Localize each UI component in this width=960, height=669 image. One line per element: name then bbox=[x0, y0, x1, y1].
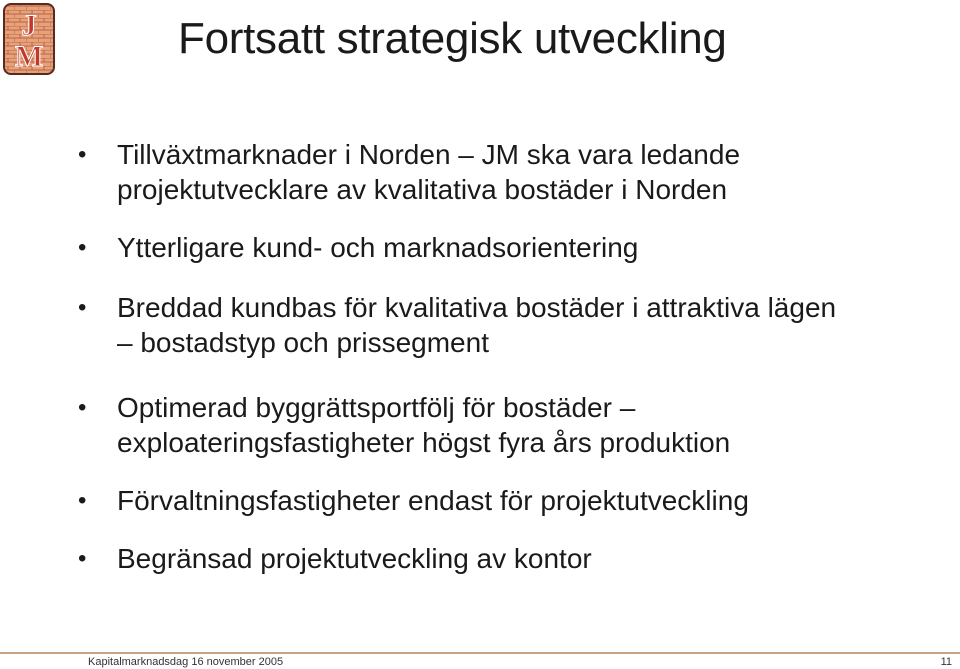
bullet-line: exploateringsfastigheter högst fyra års produktion bbox=[117, 427, 731, 458]
bullet-line: – bostadstyp och prissegment bbox=[117, 327, 489, 358]
bullet-line: projektutvecklare av kvalitativa bostäder i Norden bbox=[117, 174, 728, 205]
bullet-dot-icon: • bbox=[78, 234, 87, 261]
bullet-line: Tillväxtmarknader i Norden – JM ska vara ledande bbox=[117, 139, 741, 170]
jm-brick-logo-icon bbox=[2, 2, 56, 76]
bullet-dot-icon: • bbox=[78, 294, 87, 321]
page-number: 11 bbox=[940, 656, 952, 668]
bullet-dot-icon: • bbox=[78, 141, 87, 168]
bullet-dot-icon: • bbox=[78, 394, 87, 421]
slide-title: Fortsatt strategisk utveckling bbox=[178, 14, 727, 63]
bullet-line: Breddad kundbas för kvalitativa bostäder i attraktiva lägen bbox=[117, 292, 837, 323]
footer-text: Kapitalmarknadsdag 16 november 2005 bbox=[88, 656, 284, 668]
footer-divider bbox=[0, 652, 960, 654]
bullet-line: Begränsad projektutveckling av kontor bbox=[117, 543, 592, 574]
bullet-line: Förvaltningsfastigheter endast för projektutveckling bbox=[117, 485, 749, 516]
bullet-line: Ytterligare kund- och marknadsorientering bbox=[117, 232, 639, 263]
bullet-dot-icon: • bbox=[78, 545, 87, 572]
svg-text:J: J bbox=[21, 9, 37, 42]
bullet-line: Optimerad byggrättsportfölj för bostäder – bbox=[117, 392, 636, 423]
svg-text:M: M bbox=[14, 40, 44, 73]
bullet-dot-icon: • bbox=[78, 487, 87, 514]
